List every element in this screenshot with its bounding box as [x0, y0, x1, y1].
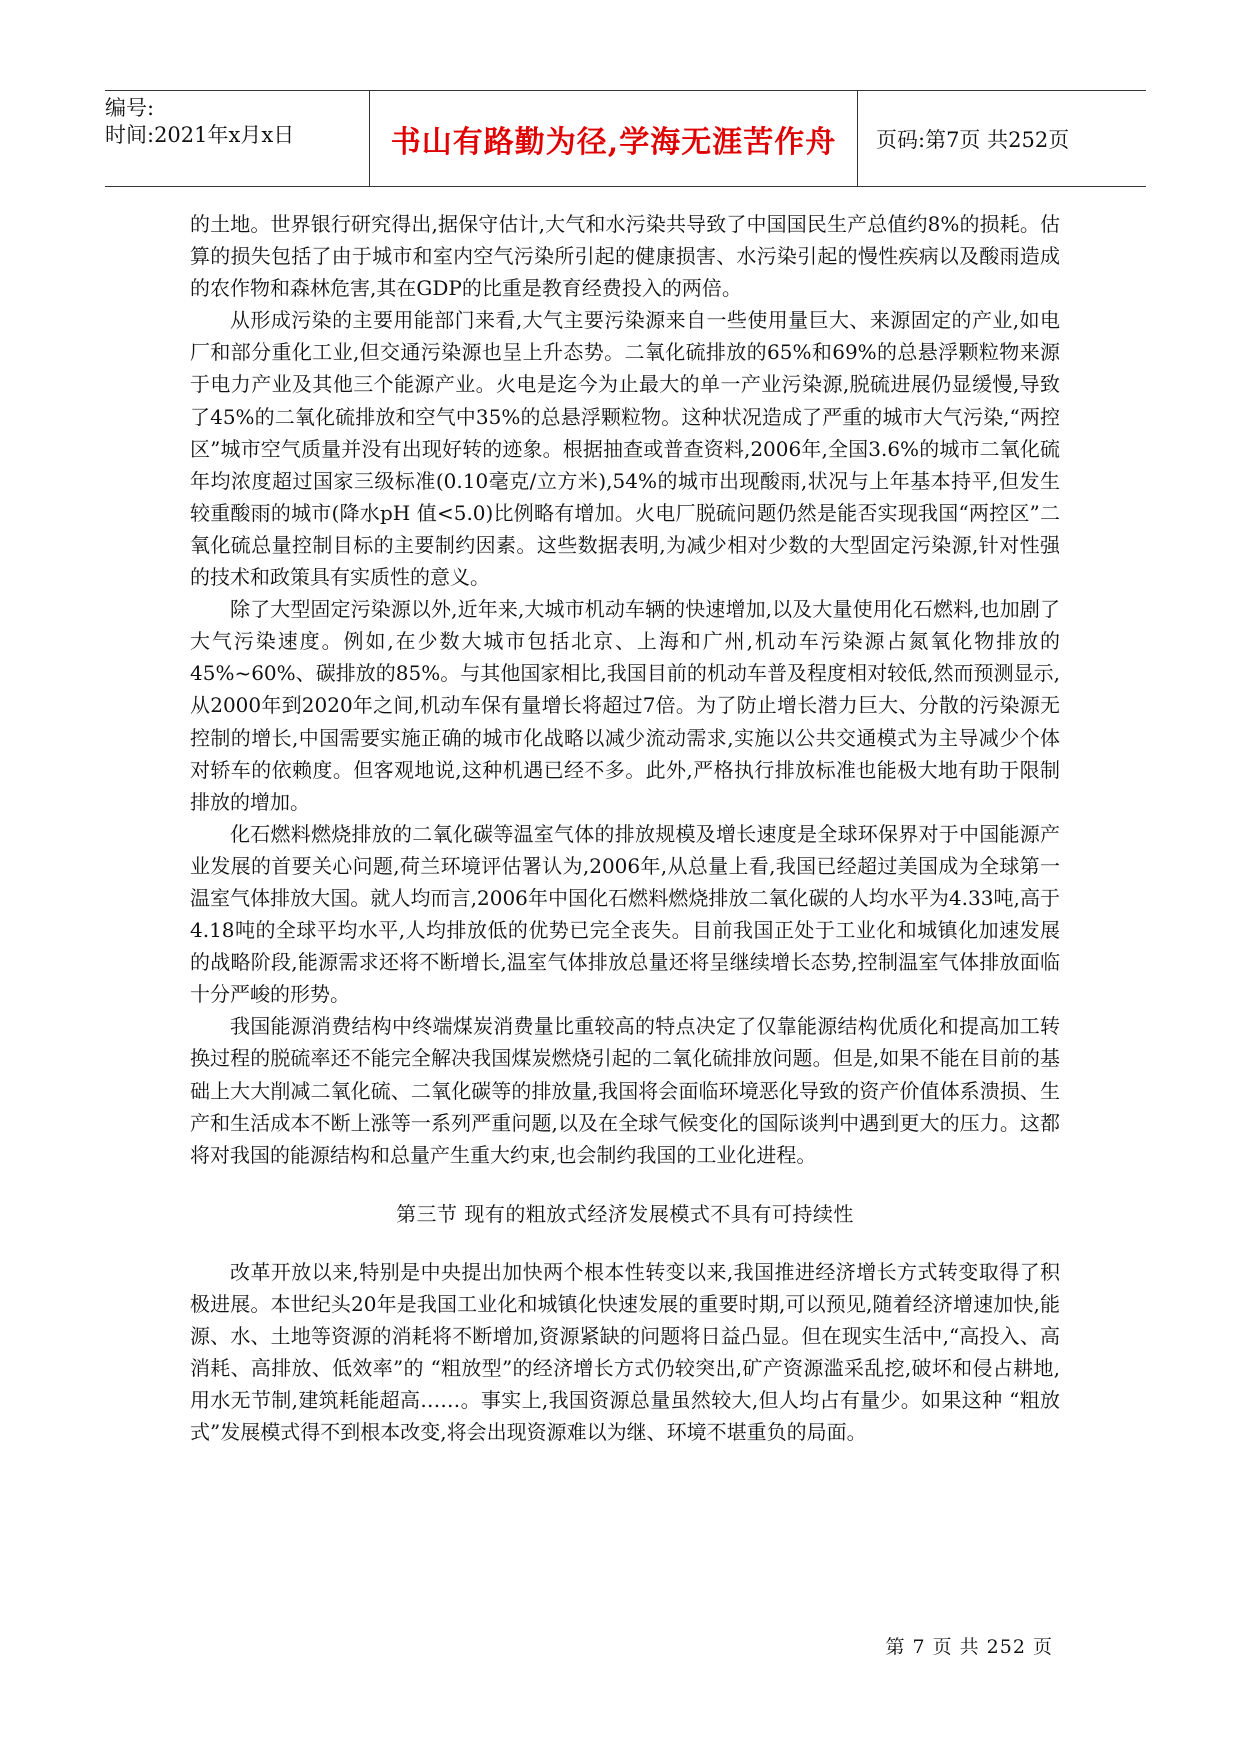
document-body	[190, 208, 1060, 1448]
paragraph-continuation: 的土地。世界银行研究得出,据保守估计,大气和水污染共导致了中国国民生产总值约8%的损耗。估算的损失包括了由于城市和室内空气污染所引起的健康损害、水污染引起的慢性疾病以及酸雨造成的农作物和森林危害,其在GDP的比重是教育经费投入的两倍。	[190, 212, 1060, 301]
header-meta	[105, 91, 370, 186]
section-paragraph: 改革开放以来,特别是中央提出加快两个根本性转变以来,我国推进经济增长方式转变取得了积极进展。本世纪头20年是我国工业化和城镇化快速发展的重要时期,可以预见,随着经济增速加快,能源、水、土地等资源的消耗将不断增加,资源紧缺的问题将日益凸显。但在现实生活中,“高投入、高消耗、高排放、低效率”的 “粗放型”的经济增长方式仍较突出,矿产资源滥采乱挖,破坏和侵占耕地,用水无节制,建筑耗能超高……。事实上,我国资源总量虽然较大,但人均占有量少。如果这种 “粗放式”发展模式得不到根本改变,将会出现资源难以为继、环境不堪重负的局面。	[190, 1259, 1060, 1445]
header-motto-cell	[370, 91, 858, 186]
page-footer: 第 7 页 共 252 页	[885, 1636, 1053, 1658]
paragraph: 除了大型固定污染源以外,近年来,大城市机动车辆的快速增加,以及大量使用化石燃料,也加剧了大气污染速度。例如,在少数大城市包括北京、上海和广州,机动车污染源占氮氧化物排放的45%~60%、碳排放的85%。与其他国家相比,我国目前的机动车普及程度相对较低,然而预测显示,从2000年到2020年之间,机动车保有量增长将超过7倍。为了防止增长潜力巨大、分散的污染源无控制的增长,中国需要实施正确的城市化战略以减少流动需求,实施以公共交通模式为主导减少个体对轿车的依赖度。但客观地说,这种机遇已经不多。此外,严格执行排放标准也能极大地有助于限制排放的增加。	[190, 597, 1060, 814]
section-title: 第三节 现有的粗放式经济发展模式不具有可持续性	[396, 1201, 854, 1226]
header-page-info: 页码:第7页 共252页	[876, 127, 1070, 152]
paragraph: 我国能源消费结构中终端煤炭消费量比重较高的特点决定了仅靠能源结构优质化和提高加工转换过程的脱硫率还不能完全解决我国煤炭燃烧引起的二氧化硫排放问题。但是,如果不能在目前的基础上大大削减二氧化硫、二氧化碳等的排放量,我国将会面临环境恶化导致的资产价值体系溃损、生产和生活成本不断上涨等一系列严重问题,以及在全球气候变化的国际谈判中遇到更大的压力。这都将对我国的能源结构和总量产生重大约束,也会制约我国的工业化进程。	[190, 1014, 1060, 1167]
document-time-label: 时间:2021年x月x日	[105, 123, 295, 147]
header-page-cell	[858, 91, 1146, 186]
page-header	[105, 90, 1146, 187]
motto-text: 书山有路勤为径,学海无涯苦作舟	[390, 124, 837, 160]
document-number-label: 编号:	[105, 96, 155, 120]
paragraph: 化石燃料燃烧排放的二氧化碳等温室气体的排放规模及增长速度是全球环保界对于中国能源产业发展的首要关心问题,荷兰环境评估署认为,2006年,从总量上看,我国已经超过美国成为全球第一温室气体排放大国。就人均而言,2006年中国化石燃料燃烧排放二氧化碳的人均水平为4.33吨,高于4.18吨的全球平均水平,人均排放低的优势已完全丧失。目前我国正处于工业化和城镇化加速发展的战略阶段,能源需求还将不断增长,温室气体排放总量还将呈继续增长态势,控制温室气体排放面临十分严峻的形势。	[190, 821, 1060, 1007]
paragraph: 从形成污染的主要用能部门来看,大气主要污染源来自一些使用量巨大、来源固定的产业,如电厂和部分重化工业,但交通污染源也呈上升态势。二氧化硫排放的65%和69%的总悬浮颗粒物来源于电力产业及其他三个能源产业。火电是迄今为止最大的单一产业污染源,脱硫进展仍显缓慢,导致了45%的二氧化硫排放和空气中35%的总悬浮颗粒物。这种状况造成了严重的城市大气污染,“两控区”城市空气质量并没有出现好转的迹象。根据抽查或普查资料,2006年,全国3.6%的城市二氧化硫年均浓度超过国家三级标准(0.10毫克/立方米),54%的城市出现酸雨,状况与上年基本持平,但发生较重酸雨的城市(降水pH 值<5.0)比例略有增加。火电厂脱硫问题仍然是能否实现我国“两控区”二氧化硫总量控制目标的主要制约因素。这些数据表明,为减少相对少数的大型固定污染源,针对性强的技术和政策具有实质性的意义。	[190, 308, 1060, 590]
